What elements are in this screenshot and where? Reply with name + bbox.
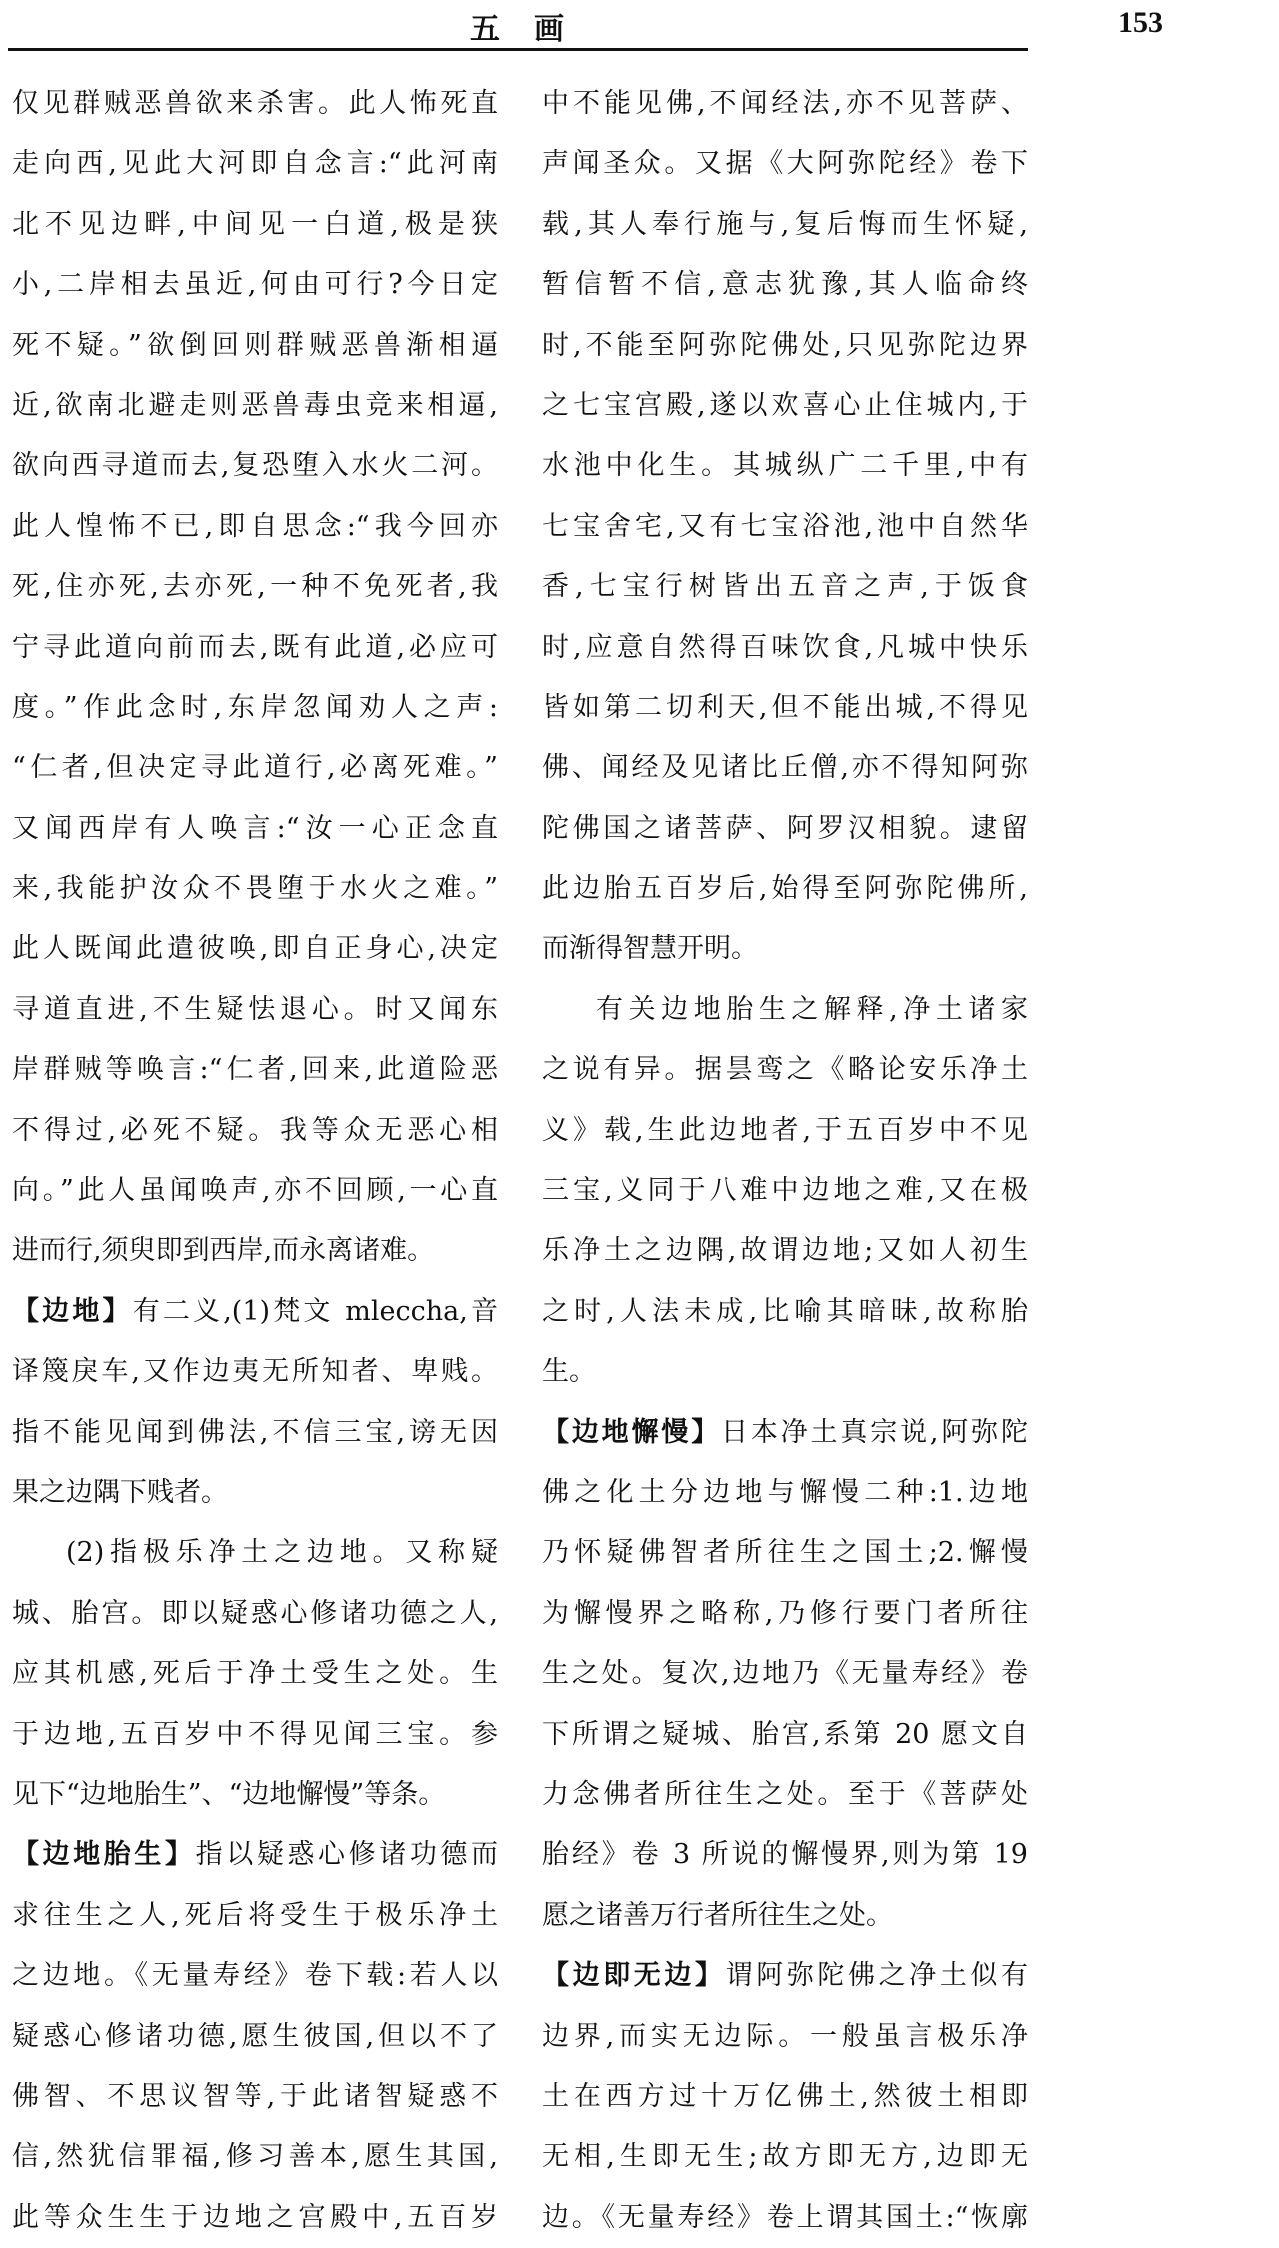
line-text: 生。 bbox=[542, 1356, 596, 1388]
line-text: 乐净土之边隅,故谓边地;又如人初生 bbox=[542, 1235, 1028, 1267]
line-text: 佛智、不思议智等,于此诸智疑惑不 bbox=[12, 2080, 498, 2112]
text-line bbox=[12, 1221, 498, 1281]
line-text: 边界,而实无边际。一般虽言极乐净 bbox=[542, 2020, 1028, 2052]
line-text: 载,其人奉行施与,复后悔而生怀疑, bbox=[542, 208, 1028, 240]
text-line bbox=[12, 2067, 498, 2127]
text-line bbox=[12, 255, 498, 315]
headword-bracket-close: 】 bbox=[695, 1960, 726, 1992]
line-text: 之七宝宫殿,遂以欢喜心止住城内,于 bbox=[542, 389, 1028, 421]
line-text: 来,我能护汝众不畏堕于水火之难。” bbox=[12, 873, 498, 905]
text-line bbox=[12, 1342, 498, 1402]
entry-first-line bbox=[542, 1946, 1028, 2006]
line-text: 译篾戾车,又作边夷无所知者、卑贱。 bbox=[12, 1356, 498, 1388]
line-text: 宁寻此道向前而去,既有此道,必应可 bbox=[12, 631, 498, 663]
line-text: 佛、闻经及见诸比丘僧,亦不得知阿弥 bbox=[542, 752, 1028, 784]
line-text: 此人既闻此遣彼唤,即自正身心,决定 bbox=[12, 933, 498, 965]
line-text: 日本净土真宗说,阿弥陀 bbox=[721, 1416, 1028, 1448]
line-text: 时,不能至阿弥陀佛处,只见弥陀边界 bbox=[542, 329, 1028, 361]
text-line bbox=[12, 1403, 498, 1463]
headword-bracket-open: 【 bbox=[12, 1839, 43, 1871]
text-line bbox=[542, 1221, 1028, 1281]
text-line bbox=[12, 799, 498, 859]
text-line bbox=[12, 980, 498, 1040]
line-text: 指不能见闻到佛法,不信三宝,谤无因 bbox=[12, 1416, 498, 1448]
text-line bbox=[12, 678, 498, 738]
line-text: 北不见边畔,中间见一白道,极是狭 bbox=[12, 208, 498, 240]
text-line bbox=[542, 1644, 1028, 1704]
line-text: 中不能见佛,不闻经法,亦不见菩萨、 bbox=[542, 88, 1028, 119]
text-line bbox=[12, 1946, 498, 2006]
line-text: 三宝,义同于八难中边地之难,又在极 bbox=[542, 1175, 1028, 1207]
line-text: 寻道直进,不生疑怯退心。时又闻东 bbox=[12, 993, 498, 1025]
text-line bbox=[12, 316, 498, 376]
line-text: (2)指极乐净土之边地。又称疑 bbox=[66, 1537, 498, 1569]
page-number: 153 bbox=[1118, 6, 1163, 39]
entry-headword: 边即无边 bbox=[572, 1960, 696, 1992]
running-header-title: 五画 bbox=[470, 12, 598, 47]
text-line bbox=[12, 1463, 498, 1523]
line-text: 边。《无量寿经》卷上谓其国土:“恢廓 bbox=[542, 2201, 1028, 2233]
line-text: 香,七宝行树皆出五音之声,于饭食 bbox=[542, 571, 1028, 603]
line-text: 之边地。《无量寿经》卷下载:若人以 bbox=[12, 1960, 498, 1992]
text-line bbox=[542, 678, 1028, 738]
line-text: 义》载,生此边地者,于五百岁中不见 bbox=[542, 1114, 1028, 1146]
text-line bbox=[12, 1886, 498, 1946]
text-line bbox=[542, 980, 1028, 1040]
line-text: 应其机感,死后于净土受生之处。生 bbox=[12, 1658, 498, 1690]
line-text: 小,二岸相去虽近,何由可行?今日定 bbox=[12, 269, 498, 301]
text-line bbox=[12, 2188, 498, 2248]
text-line bbox=[542, 618, 1028, 678]
text-line bbox=[12, 436, 498, 496]
text-line bbox=[542, 436, 1028, 496]
text-line bbox=[542, 1765, 1028, 1825]
line-text: 此人惶怖不已,即自思念:“我今回亦 bbox=[12, 510, 498, 542]
text-line bbox=[542, 1523, 1028, 1583]
text-line bbox=[542, 2067, 1028, 2127]
line-text: 岸群贼等唤言:“仁者,回来,此道险恶 bbox=[12, 1054, 498, 1086]
line-text: 此等众生生于边地之宫殿中,五百岁 bbox=[12, 2201, 498, 2233]
line-text: 生之处。复次,边地乃《无量寿经》卷 bbox=[542, 1658, 1028, 1690]
text-line bbox=[12, 195, 498, 255]
line-text: 又闻西岸有人唤言:“汝一心正念直 bbox=[12, 812, 498, 844]
text-line bbox=[542, 1463, 1028, 1523]
text-line bbox=[542, 1825, 1028, 1885]
line-text: 死,住亦死,去亦死,一种不免死者,我 bbox=[12, 571, 498, 603]
headword-bracket-close: 】 bbox=[691, 1416, 722, 1448]
line-text: 向。”此人虽闻唤声,亦不回顾,一心直 bbox=[12, 1175, 498, 1207]
text-line bbox=[542, 134, 1028, 194]
line-text: 愿之诸善万行者所往生之处。 bbox=[542, 1899, 893, 1931]
line-text: 死不疑。”欲倒回则群贼恶兽渐相逼 bbox=[12, 329, 498, 361]
text-line bbox=[12, 1101, 498, 1161]
text-line bbox=[542, 738, 1028, 798]
line-text: 土在西方过十万亿佛土,然彼土相即 bbox=[542, 2080, 1028, 2112]
left-column bbox=[12, 74, 498, 2248]
line-text: 之说有异。据昙鸾之《略论安乐净土 bbox=[542, 1054, 1028, 1086]
text-line bbox=[542, 859, 1028, 919]
text-line bbox=[12, 618, 498, 678]
line-text: 果之边隅下贱者。 bbox=[12, 1476, 228, 1508]
text-line bbox=[12, 738, 498, 798]
text-line bbox=[12, 919, 498, 979]
line-text: 欲向西寻道而去,复恐堕入水火二河。 bbox=[12, 450, 498, 482]
text-line bbox=[12, 1765, 498, 1825]
line-text: 走向西,见此大河即自念言:“此河南 bbox=[12, 148, 498, 180]
text-line bbox=[542, 557, 1028, 617]
text-line bbox=[12, 1705, 498, 1765]
headword-bracket-open: 【 bbox=[12, 1295, 43, 1327]
text-line bbox=[542, 2127, 1028, 2187]
line-text: 近,欲南北避走则恶兽毒虫竞来相逼, bbox=[12, 389, 498, 421]
line-text: 佛之化土分边地与懈慢二种:1.边地 bbox=[542, 1476, 1028, 1508]
line-text: 下所谓之疑城、胎宫,系第 20 愿文自 bbox=[542, 1718, 1028, 1750]
line-text: 七宝舍宅,又有七宝浴池,池中自然华 bbox=[542, 510, 1028, 542]
text-line bbox=[12, 1040, 498, 1100]
entry-headword: 边地懈慢 bbox=[571, 1416, 692, 1448]
text-line bbox=[542, 799, 1028, 859]
line-text: 度。”作此念时,东岸忽闻劝人之声: bbox=[12, 691, 498, 723]
text-line bbox=[542, 376, 1028, 436]
line-text: 城、胎宫。即以疑惑心修诸功德之人, bbox=[12, 1597, 498, 1629]
line-text: 信,然犹信罪福,修习善本,愿生其国, bbox=[12, 2141, 498, 2173]
headword-bracket-close: 】 bbox=[102, 1295, 133, 1327]
line-text: 胎经》卷 3 所说的懈慢界,则为第 19 bbox=[542, 1839, 1028, 1871]
line-text: 不得过,必死不疑。我等众无恶心相 bbox=[12, 1114, 498, 1146]
entry-first-line bbox=[542, 1403, 1028, 1463]
header-rule bbox=[8, 48, 1028, 51]
text-line bbox=[542, 316, 1028, 376]
line-text: 皆如第二切利天,但不能出城,不得见 bbox=[542, 691, 1028, 723]
line-text: 有关边地胎生之解释,净土诸家 bbox=[596, 993, 1028, 1025]
line-text: 见下“边地胎生”、“边地懈慢”等条。 bbox=[12, 1778, 446, 1810]
text-line bbox=[542, 919, 1028, 979]
line-text: 声闻圣众。又据《大阿弥陀经》卷下 bbox=[542, 148, 1028, 180]
line-text: 之时,人法未成,比喻其暗昧,故称胎 bbox=[542, 1295, 1028, 1327]
line-text: 疑惑心修诸功德,愿生彼国,但以不了 bbox=[12, 2020, 498, 2052]
text-line bbox=[542, 195, 1028, 255]
line-text: 于边地,五百岁中不得见闻三宝。参 bbox=[12, 1718, 498, 1750]
line-text: 此边胎五百岁后,始得至阿弥陀佛所, bbox=[542, 873, 1028, 905]
text-line bbox=[542, 74, 1028, 134]
page-header bbox=[0, 0, 1279, 50]
text-line bbox=[542, 497, 1028, 557]
text-line bbox=[542, 1040, 1028, 1100]
text-line bbox=[12, 497, 498, 557]
headword-bracket-open: 【 bbox=[542, 1416, 572, 1448]
line-text: 时,应意自然得百味饮食,凡城中快乐 bbox=[542, 631, 1028, 663]
text-line bbox=[12, 134, 498, 194]
line-text: 仅见群贼恶兽欲来杀害。此人怖死直 bbox=[12, 88, 498, 119]
entry-headword: 边地胎生 bbox=[42, 1839, 166, 1871]
line-text: 暂信暂不信,意志犹豫,其人临命终 bbox=[542, 269, 1028, 301]
line-text: “仁者,但决定寻此道行,必离死难。” bbox=[12, 752, 498, 784]
text-line bbox=[12, 1523, 498, 1583]
text-line bbox=[542, 1886, 1028, 1946]
text-line bbox=[542, 1584, 1028, 1644]
line-text: 无相,生即无生;故方即无方,边即无 bbox=[542, 2141, 1028, 2173]
line-text: 力念佛者所往生之处。至于《菩萨处 bbox=[542, 1778, 1028, 1810]
text-line bbox=[542, 1101, 1028, 1161]
line-text: 为懈慢界之略称,乃修行要门者所往 bbox=[542, 1597, 1028, 1629]
text-line bbox=[542, 1342, 1028, 1402]
line-text: 有二义,(1)梵文 mleccha,音 bbox=[132, 1295, 498, 1327]
text-line bbox=[542, 2188, 1028, 2248]
headword-bracket-open: 【 bbox=[542, 1960, 573, 1992]
text-line bbox=[12, 1644, 498, 1704]
text-line bbox=[12, 1584, 498, 1644]
line-text: 指以疑惑心修诸功德而 bbox=[195, 1839, 498, 1871]
text-line bbox=[542, 1161, 1028, 1221]
headword-bracket-close: 】 bbox=[165, 1839, 196, 1871]
line-text: 乃怀疑佛智者所往生之国土;2.懈慢 bbox=[542, 1537, 1028, 1569]
text-line bbox=[12, 1161, 498, 1221]
line-text: 陀佛国之诸菩萨、阿罗汉相貌。逮留 bbox=[542, 812, 1028, 844]
line-text: 进而行,须臾即到西岸,而永离诸难。 bbox=[12, 1235, 435, 1267]
entry-first-line bbox=[12, 1282, 498, 1342]
text-line bbox=[542, 2007, 1028, 2067]
text-line bbox=[542, 255, 1028, 315]
line-text: 水池中化生。其城纵广二千里,中有 bbox=[542, 450, 1028, 482]
text-line bbox=[12, 2127, 498, 2187]
entry-headword: 边地 bbox=[42, 1295, 103, 1327]
text-line bbox=[12, 376, 498, 436]
text-line bbox=[12, 859, 498, 919]
text-line bbox=[12, 557, 498, 617]
text-line bbox=[12, 2007, 498, 2067]
text-line bbox=[12, 74, 498, 134]
right-column bbox=[542, 74, 1028, 2248]
text-line bbox=[542, 1705, 1028, 1765]
line-text: 谓阿弥陀佛之净土似有 bbox=[725, 1960, 1028, 1992]
line-text: 而渐得智慧开明。 bbox=[542, 933, 758, 965]
entry-first-line bbox=[12, 1825, 498, 1885]
text-line bbox=[542, 1282, 1028, 1342]
line-text: 求往生之人,死后将受生于极乐净土 bbox=[12, 1899, 498, 1931]
